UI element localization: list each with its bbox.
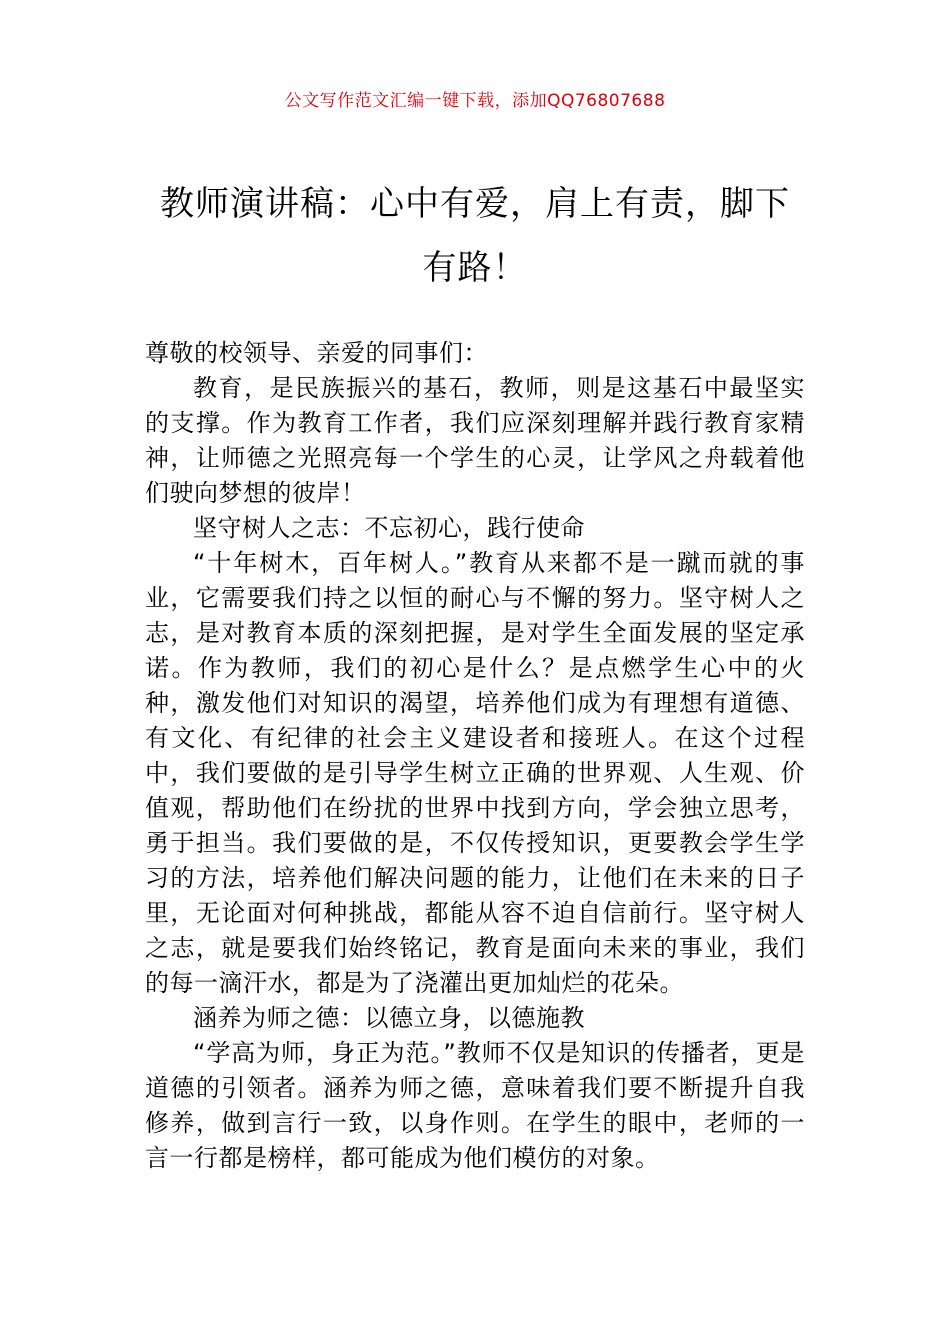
download-promo-note: 公文写作范文汇编一键下载，添加QQ76807688 (284, 91, 666, 111)
paragraph-section-2: “学高为师，身正为范。”教师不仅是知识的传播者，更是道德的引领者。涵养为师之德，意味着我们要不断提升自我修养，做到言行一致，以身作则。在学生的眼中，老师的一言一行都是榜样，都可能成为他们模仿的对象。 (145, 1039, 805, 1172)
section-heading-1: 坚守树人之志：不忘初心，践行使命 (193, 514, 585, 542)
paragraph-intro: 教育，是民族振兴的基石，教师，则是这基石中最坚实的支撑。作为教育工作者，我们应深刻理解并践行教育家精神，让师德之光照亮每一个学生的心灵，让学风之舟载着他们驶向梦想的彼岸！ (145, 374, 805, 507)
section-heading-2: 涵养为师之德：以德立身，以德施教 (193, 1004, 585, 1032)
salutation: 尊敬的校领导、亲爱的同事们： (145, 339, 488, 367)
paragraph-section-1: “十年树木，百年树人。”教育从来都不是一蹴而就的事业，它需要我们持之以恒的耐心与不懈的努力。坚守树人之志，是对教育本质的深刻把握，是对学生全面发展的坚定承诺。作为教师，我们的初心是什么？是点燃学生心中的火种，激发他们对知识的渴望，培养他们成为有理想有道德、有文化、有纪律的社会主义建设者和接班人。在这个过程中，我们要做的是引导学生树立正确的世界观、人生观、价值观，帮助他们在纷扰的世界中找到方向，学会独立思考，勇于担当。我们要做的是，不仅传授知识，更要教会学生学习的方法，培养他们解决问题的能力，让他们在未来的日子里，无论面对何种挑战，都能从容不迫自信前行。坚守树人之志，就是要我们始终铭记，教育是面向未来的事业，我们的每一滴汗水，都是为了浇灌出更加灿烂的花朵。 (145, 549, 805, 997)
speech-body (145, 336, 805, 1176)
page-title: 教师演讲稿：心中有爱，肩上有责，脚下有路！ (160, 184, 790, 288)
